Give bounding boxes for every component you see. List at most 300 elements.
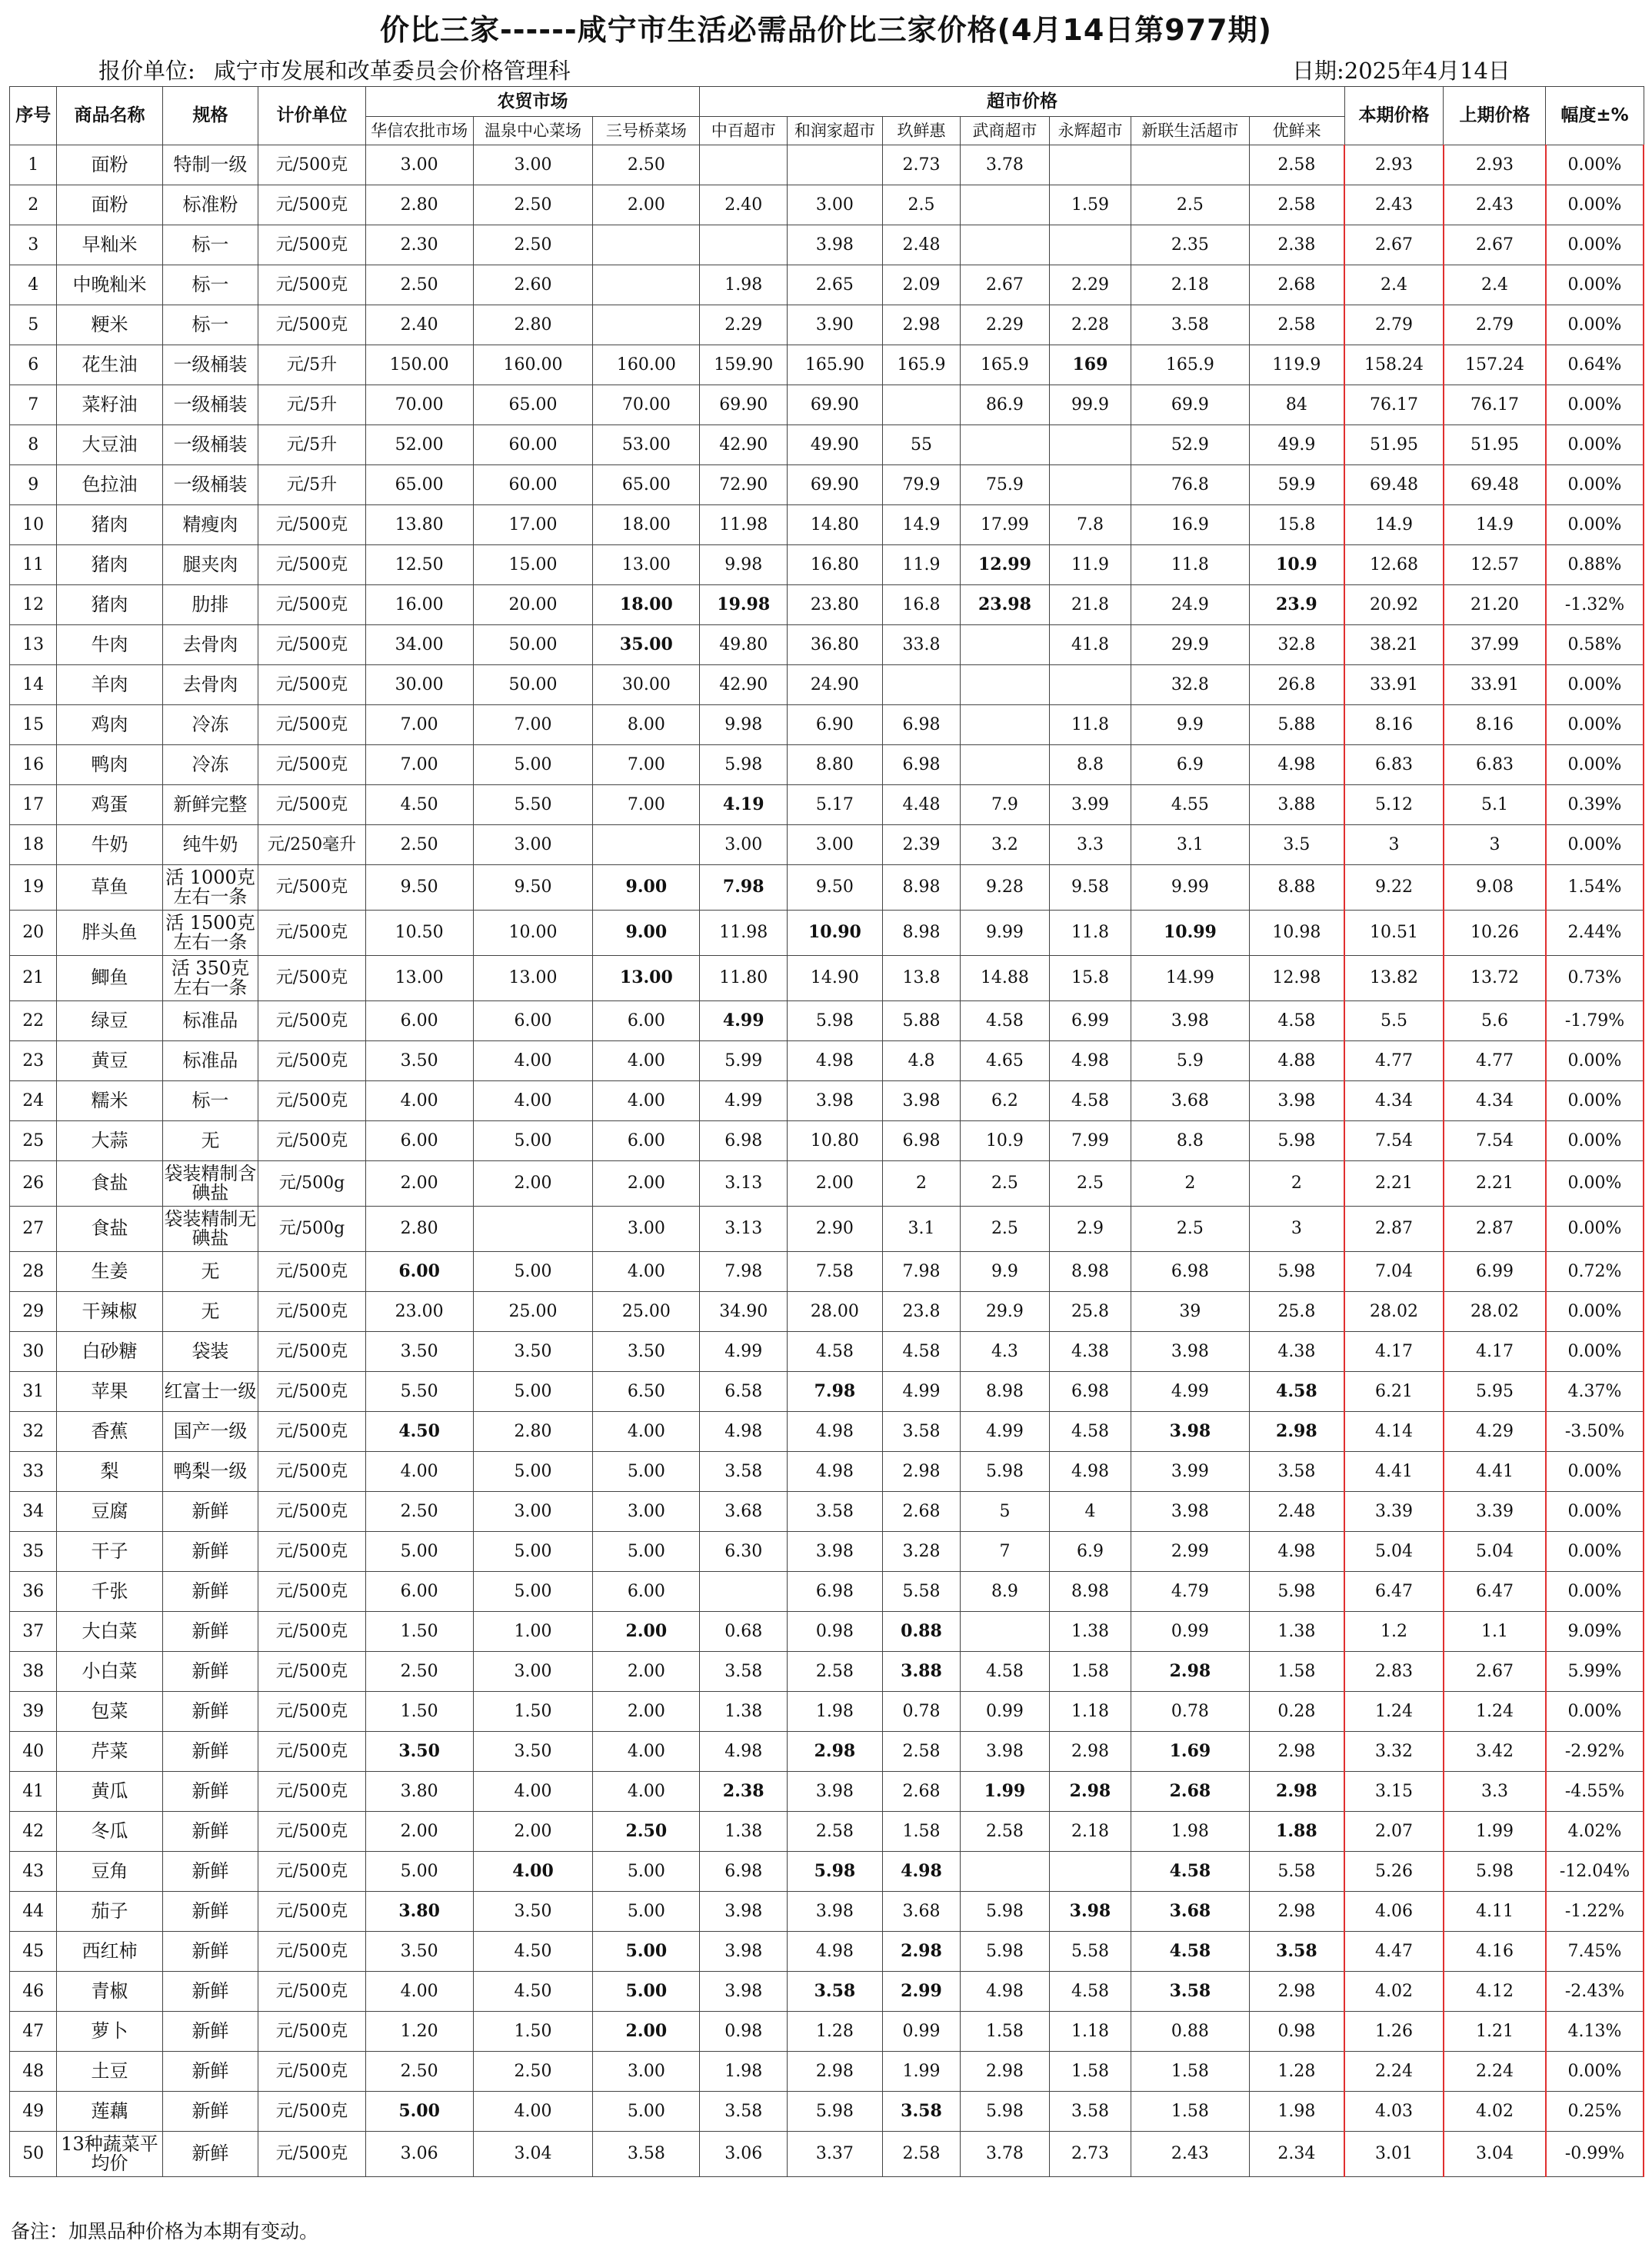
- current-price-cell: 7.04: [1344, 1252, 1444, 1292]
- store-price-cell: [593, 825, 700, 865]
- store-price-cell: [882, 665, 960, 705]
- store-price-cell: 2.34: [1249, 2132, 1344, 2177]
- store-price-cell: 7.98: [882, 1252, 960, 1292]
- store-price-cell: 5.58: [1249, 1852, 1344, 1892]
- store-price-cell: 6.2: [961, 1081, 1050, 1121]
- store-price-cell: 3.98: [788, 1772, 883, 1812]
- store-price-cell: 2.00: [365, 1161, 473, 1207]
- store-price-cell: 7.00: [593, 745, 700, 785]
- store-price-cell: 2.29: [1049, 265, 1131, 305]
- store-price-cell: 0.68: [700, 1612, 788, 1652]
- table-row: [10, 1207, 1644, 1252]
- price-unit-cell: 元/500克: [258, 1972, 365, 2012]
- change-percent-cell: 0.00%: [1546, 385, 1644, 425]
- price-unit-cell: 元/500克: [258, 745, 365, 785]
- store-price-cell: [700, 1572, 788, 1612]
- change-percent-cell: 4.02%: [1546, 1812, 1644, 1852]
- product-name-cell: 面粉: [57, 145, 162, 185]
- store-price-cell: 2.00: [593, 1612, 700, 1652]
- row-seq-cell: 37: [10, 1612, 57, 1652]
- store-price-cell: 10.90: [788, 911, 883, 956]
- price-unit-cell: 元/500克: [258, 1852, 365, 1892]
- price-unit-cell: 元/500克: [258, 1412, 365, 1452]
- store-price-cell: 53.00: [593, 425, 700, 465]
- store-price-cell: 159.90: [700, 345, 788, 385]
- store-price-cell: 4.50: [473, 1972, 593, 2012]
- store-price-cell: 169: [1049, 345, 1131, 385]
- change-percent-cell: 0.00%: [1546, 1572, 1644, 1612]
- store-price-cell: 4.98: [882, 1852, 960, 1892]
- change-percent-cell: -12.04%: [1546, 1852, 1644, 1892]
- store-price-cell: 2: [1131, 1161, 1250, 1207]
- store-price-cell: 3.50: [473, 1332, 593, 1372]
- row-seq-cell: 44: [10, 1892, 57, 1932]
- store-price-cell: 4.00: [473, 1852, 593, 1892]
- product-name-cell: 胖头鱼: [57, 911, 162, 956]
- product-name-cell: 黄豆: [57, 1041, 162, 1081]
- store-price-cell: 17.99: [961, 505, 1050, 545]
- store-price-cell: 6.50: [593, 1372, 700, 1412]
- current-price-cell: 33.91: [1344, 665, 1444, 705]
- store-price-cell: 15.8: [1249, 505, 1344, 545]
- previous-price-cell: 69.48: [1444, 465, 1546, 505]
- store-price-cell: 3.00: [365, 145, 473, 185]
- store-price-cell: 3.50: [365, 1932, 473, 1972]
- footnote: 备注：加黑品种价格为本期有变动。: [11, 2220, 319, 2242]
- table-row: [10, 956, 1644, 1001]
- store-price-cell: 33.8: [882, 625, 960, 665]
- store-price-cell: 16.00: [365, 585, 473, 625]
- store-price-cell: 42.90: [700, 665, 788, 705]
- store-price-cell: 23.8: [882, 1292, 960, 1332]
- store-price-cell: 2.58: [788, 1812, 883, 1852]
- store-price-cell: 2.00: [593, 2012, 700, 2052]
- store-price-cell: 4.58: [788, 1332, 883, 1372]
- table-row: [10, 1532, 1644, 1572]
- product-name-cell: 猪肉: [57, 505, 162, 545]
- current-price-cell: 3.32: [1344, 1732, 1444, 1772]
- store-price-cell: 39: [1131, 1292, 1250, 1332]
- row-seq-cell: 14: [10, 665, 57, 705]
- previous-price-cell: 1.24: [1444, 1692, 1546, 1732]
- store-price-cell: 23.00: [365, 1292, 473, 1332]
- store-price-cell: 4.98: [788, 1932, 883, 1972]
- current-price-cell: 7.54: [1344, 1121, 1444, 1161]
- row-seq-cell: 29: [10, 1292, 57, 1332]
- store-price-cell: 30.00: [593, 665, 700, 705]
- row-seq-cell: 5: [10, 305, 57, 345]
- change-percent-cell: 9.09%: [1546, 1612, 1644, 1652]
- store-price-cell: 49.9: [1249, 425, 1344, 465]
- store-price-cell: 7.00: [473, 705, 593, 745]
- header-store-10: 优鲜来: [1249, 117, 1344, 145]
- header-store-5: 和润家超市: [788, 117, 883, 145]
- price-unit-cell: 元/500克: [258, 1001, 365, 1041]
- store-price-cell: 34.90: [700, 1292, 788, 1332]
- store-price-cell: 2.58: [1249, 145, 1344, 185]
- current-price-cell: 2.43: [1344, 185, 1444, 225]
- product-spec-cell: 无: [162, 1292, 258, 1332]
- previous-price-cell: 8.16: [1444, 705, 1546, 745]
- table-row: [10, 1652, 1644, 1692]
- store-price-cell: [1049, 425, 1131, 465]
- row-seq-cell: 13: [10, 625, 57, 665]
- store-price-cell: 165.9: [1131, 345, 1250, 385]
- store-price-cell: 7.00: [593, 785, 700, 825]
- store-price-cell: 2.58: [788, 1652, 883, 1692]
- store-price-cell: 6.00: [365, 1121, 473, 1161]
- store-price-cell: 3.99: [1131, 1452, 1250, 1492]
- row-seq-cell: 40: [10, 1732, 57, 1772]
- change-percent-cell: 0.00%: [1546, 505, 1644, 545]
- product-name-cell: 鸡肉: [57, 705, 162, 745]
- row-seq-cell: 28: [10, 1252, 57, 1292]
- change-percent-cell: 0.00%: [1546, 1292, 1644, 1332]
- store-price-cell: 7: [961, 1532, 1050, 1572]
- store-price-cell: 2.00: [365, 1812, 473, 1852]
- product-spec-cell: 新鲜: [162, 2092, 258, 2132]
- store-price-cell: 11.98: [700, 505, 788, 545]
- store-price-cell: 7.98: [700, 865, 788, 911]
- store-price-cell: 3.28: [882, 1532, 960, 1572]
- store-price-cell: 4.00: [593, 1081, 700, 1121]
- product-name-cell: 13种蔬菜平均价: [57, 2132, 162, 2177]
- store-price-cell: 4.98: [961, 1972, 1050, 2012]
- store-price-cell: 160.00: [473, 345, 593, 385]
- product-spec-cell: 一级桶装: [162, 465, 258, 505]
- store-price-cell: 13.00: [473, 956, 593, 1001]
- store-price-cell: 99.9: [1049, 385, 1131, 425]
- product-spec-cell: 纯牛奶: [162, 825, 258, 865]
- store-price-cell: 8.98: [961, 1372, 1050, 1412]
- previous-price-cell: 1.1: [1444, 1612, 1546, 1652]
- store-price-cell: 2.00: [593, 1652, 700, 1692]
- price-unit-cell: 元/500克: [258, 1732, 365, 1772]
- store-price-cell: 69.9: [1131, 385, 1250, 425]
- store-price-cell: 3.98: [788, 1532, 883, 1572]
- store-price-cell: 3.1: [882, 1207, 960, 1252]
- product-spec-cell: 无: [162, 1252, 258, 1292]
- header-store-1: 华信农批市场: [365, 117, 473, 145]
- store-price-cell: 1.50: [473, 2012, 593, 2052]
- store-price-cell: 2.43: [1131, 2132, 1250, 2177]
- store-price-cell: 3.99: [1049, 785, 1131, 825]
- store-price-cell: 2.35: [1131, 225, 1250, 265]
- store-price-cell: 2.60: [473, 265, 593, 305]
- store-price-cell: 6.98: [882, 1121, 960, 1161]
- header-previous: 上期价格: [1444, 87, 1546, 145]
- store-price-cell: 6.00: [473, 1001, 593, 1041]
- row-seq-cell: 46: [10, 1972, 57, 2012]
- store-price-cell: 4.00: [365, 1972, 473, 2012]
- store-price-cell: 0.98: [700, 2012, 788, 2052]
- change-percent-cell: -1.22%: [1546, 1892, 1644, 1932]
- price-unit-cell: 元/500克: [258, 1532, 365, 1572]
- product-name-cell: 绿豆: [57, 1001, 162, 1041]
- current-price-cell: 69.48: [1344, 465, 1444, 505]
- change-percent-cell: 0.00%: [1546, 425, 1644, 465]
- header-store-8: 永辉超市: [1049, 117, 1131, 145]
- store-price-cell: 60.00: [473, 425, 593, 465]
- store-price-cell: 0.99: [1131, 1612, 1250, 1652]
- store-price-cell: 3.98: [1131, 1332, 1250, 1372]
- product-name-cell: 苹果: [57, 1372, 162, 1412]
- change-percent-cell: 0.00%: [1546, 1452, 1644, 1492]
- previous-price-cell: 33.91: [1444, 665, 1546, 705]
- store-price-cell: 5.00: [593, 1932, 700, 1972]
- store-price-cell: 2.58: [882, 1732, 960, 1772]
- store-price-cell: 5: [961, 1492, 1050, 1532]
- price-unit-cell: 元/500克: [258, 265, 365, 305]
- previous-price-cell: 3.39: [1444, 1492, 1546, 1532]
- price-unit-cell: 元/500克: [258, 1121, 365, 1161]
- current-price-cell: 4.02: [1344, 1972, 1444, 2012]
- store-price-cell: 4.58: [1049, 1081, 1131, 1121]
- current-price-cell: 12.68: [1344, 545, 1444, 585]
- store-price-cell: 28.00: [788, 1292, 883, 1332]
- store-price-cell: 7.99: [1049, 1121, 1131, 1161]
- store-price-cell: 4.19: [700, 785, 788, 825]
- store-price-cell: 24.9: [1131, 585, 1250, 625]
- store-price-cell: 9.58: [1049, 865, 1131, 911]
- store-price-cell: 7.98: [700, 1252, 788, 1292]
- price-comparison-table: [9, 86, 1644, 2177]
- store-price-cell: 5.00: [473, 1372, 593, 1412]
- store-price-cell: 2.98: [1049, 1772, 1131, 1812]
- store-price-cell: [700, 145, 788, 185]
- store-price-cell: 8.98: [882, 911, 960, 956]
- product-spec-cell: 国产一级: [162, 1412, 258, 1452]
- store-price-cell: 23.9: [1249, 585, 1344, 625]
- quote-unit-line: [98, 54, 571, 85]
- current-price-cell: 2.87: [1344, 1207, 1444, 1252]
- row-seq-cell: 45: [10, 1932, 57, 1972]
- change-percent-cell: 0.39%: [1546, 785, 1644, 825]
- current-price-cell: 2.4: [1344, 265, 1444, 305]
- store-price-cell: 21.8: [1049, 585, 1131, 625]
- store-price-cell: [882, 385, 960, 425]
- change-percent-cell: 2.44%: [1546, 911, 1644, 956]
- row-seq-cell: 30: [10, 1332, 57, 1372]
- product-name-cell: 食盐: [57, 1207, 162, 1252]
- table-row: [10, 1041, 1644, 1081]
- table-row: [10, 911, 1644, 956]
- store-price-cell: 3.00: [593, 1207, 700, 1252]
- store-price-cell: 3.68: [1131, 1081, 1250, 1121]
- table-row: [10, 1161, 1644, 1207]
- store-price-cell: 14.80: [788, 505, 883, 545]
- store-price-cell: 3.00: [473, 1652, 593, 1692]
- previous-price-cell: 1.99: [1444, 1812, 1546, 1852]
- store-price-cell: 2.67: [961, 265, 1050, 305]
- store-price-cell: 6.9: [1131, 745, 1250, 785]
- previous-price-cell: 13.72: [1444, 956, 1546, 1001]
- store-price-cell: 8.8: [1049, 745, 1131, 785]
- current-price-cell: 8.16: [1344, 705, 1444, 745]
- store-price-cell: 65.00: [593, 465, 700, 505]
- row-seq-cell: 6: [10, 345, 57, 385]
- row-seq-cell: 20: [10, 911, 57, 956]
- store-price-cell: [1131, 145, 1250, 185]
- store-price-cell: 25.00: [473, 1292, 593, 1332]
- previous-price-cell: 3.3: [1444, 1772, 1546, 1812]
- store-price-cell: 3.06: [700, 2132, 788, 2177]
- product-spec-cell: 标一: [162, 305, 258, 345]
- previous-price-cell: 3.04: [1444, 2132, 1546, 2177]
- store-price-cell: 2.68: [882, 1772, 960, 1812]
- table-row: [10, 185, 1644, 225]
- store-price-cell: 4.58: [1049, 1412, 1131, 1452]
- store-price-cell: 3.58: [788, 1972, 883, 2012]
- table-row: [10, 865, 1644, 911]
- store-price-cell: 4.98: [700, 1732, 788, 1772]
- product-spec-cell: 标一: [162, 1081, 258, 1121]
- previous-price-cell: 4.34: [1444, 1081, 1546, 1121]
- previous-price-cell: 4.11: [1444, 1892, 1546, 1932]
- store-price-cell: 32.8: [1249, 625, 1344, 665]
- store-price-cell: 5.00: [593, 1892, 700, 1932]
- row-seq-cell: 2: [10, 185, 57, 225]
- store-price-cell: 69.90: [788, 465, 883, 505]
- row-seq-cell: 16: [10, 745, 57, 785]
- store-price-cell: 4.55: [1131, 785, 1250, 825]
- store-price-cell: 2.98: [788, 1732, 883, 1772]
- store-price-cell: 30.00: [365, 665, 473, 705]
- store-price-cell: 2.50: [365, 1492, 473, 1532]
- store-price-cell: 3.00: [593, 1492, 700, 1532]
- store-price-cell: 0.88: [882, 1612, 960, 1652]
- store-price-cell: 2.73: [882, 145, 960, 185]
- store-price-cell: 4.58: [1131, 1852, 1250, 1892]
- store-price-cell: 2.98: [961, 2052, 1050, 2092]
- store-price-cell: 2.90: [788, 1207, 883, 1252]
- current-price-cell: 5.12: [1344, 785, 1444, 825]
- store-price-cell: 4.00: [593, 1041, 700, 1081]
- store-price-cell: 79.9: [882, 465, 960, 505]
- previous-price-cell: 7.54: [1444, 1121, 1546, 1161]
- change-percent-cell: 0.00%: [1546, 1492, 1644, 1532]
- store-price-cell: 0.28: [1249, 1692, 1344, 1732]
- previous-price-cell: 4.41: [1444, 1452, 1546, 1492]
- store-price-cell: 6.98: [1049, 1372, 1131, 1412]
- store-price-cell: 5.00: [593, 1972, 700, 2012]
- store-price-cell: 24.90: [788, 665, 883, 705]
- row-seq-cell: 42: [10, 1812, 57, 1852]
- store-price-cell: 3.78: [961, 145, 1050, 185]
- price-unit-cell: 元/500克: [258, 1652, 365, 1692]
- table-row: [10, 1812, 1644, 1852]
- price-unit-cell: 元/500克: [258, 2012, 365, 2052]
- store-price-cell: 8.8: [1131, 1121, 1250, 1161]
- row-seq-cell: 12: [10, 585, 57, 625]
- store-price-cell: 2.5: [1049, 1161, 1131, 1207]
- change-percent-cell: 0.00%: [1546, 225, 1644, 265]
- store-price-cell: 6.98: [788, 1572, 883, 1612]
- store-price-cell: 2.5: [1131, 185, 1250, 225]
- store-price-cell: 2.30: [365, 225, 473, 265]
- current-price-cell: 14.9: [1344, 505, 1444, 545]
- store-price-cell: 3.98: [1049, 1892, 1131, 1932]
- store-price-cell: 8.00: [593, 705, 700, 745]
- store-price-cell: 6.58: [700, 1372, 788, 1412]
- store-price-cell: 1.18: [1049, 1692, 1131, 1732]
- change-percent-cell: 0.00%: [1546, 825, 1644, 865]
- store-price-cell: 11.8: [1049, 705, 1131, 745]
- store-price-cell: 2.58: [882, 2132, 960, 2177]
- store-price-cell: 2.40: [700, 185, 788, 225]
- price-unit-cell: 元/500克: [258, 1252, 365, 1292]
- store-price-cell: 25.00: [593, 1292, 700, 1332]
- store-price-cell: 3.98: [788, 1892, 883, 1932]
- store-price-cell: 5.00: [593, 1452, 700, 1492]
- product-spec-cell: 特制一级: [162, 145, 258, 185]
- change-percent-cell: 0.88%: [1546, 545, 1644, 585]
- store-price-cell: 11.98: [700, 911, 788, 956]
- store-price-cell: 2.00: [593, 185, 700, 225]
- change-percent-cell: 4.37%: [1546, 1372, 1644, 1412]
- previous-price-cell: 5.98: [1444, 1852, 1546, 1892]
- row-seq-cell: 31: [10, 1372, 57, 1412]
- store-price-cell: 72.90: [700, 465, 788, 505]
- store-price-cell: 2.48: [882, 225, 960, 265]
- change-percent-cell: 0.00%: [1546, 705, 1644, 745]
- header-seq: 序号: [10, 87, 57, 145]
- product-spec-cell: 活 1000克左右一条: [162, 865, 258, 911]
- table-row: [10, 2092, 1644, 2132]
- store-price-cell: 1.59: [1049, 185, 1131, 225]
- price-unit-cell: 元/500克: [258, 545, 365, 585]
- table-row: [10, 1292, 1644, 1332]
- row-seq-cell: 50: [10, 2132, 57, 2177]
- store-price-cell: 11.8: [1131, 545, 1250, 585]
- previous-price-cell: 3: [1444, 825, 1546, 865]
- product-name-cell: 豆腐: [57, 1492, 162, 1532]
- change-percent-cell: 0.00%: [1546, 305, 1644, 345]
- change-percent-cell: 0.00%: [1546, 145, 1644, 185]
- store-price-cell: 10.98: [1249, 911, 1344, 956]
- store-price-cell: 11.9: [882, 545, 960, 585]
- store-price-cell: 1.18: [1049, 2012, 1131, 2052]
- store-price-cell: 4.00: [365, 1452, 473, 1492]
- store-price-cell: 3.3: [1049, 825, 1131, 865]
- table-row: [10, 1932, 1644, 1972]
- price-unit-cell: 元/500g: [258, 1161, 365, 1207]
- store-price-cell: 4.58: [1131, 1932, 1250, 1972]
- store-price-cell: 6.00: [593, 1572, 700, 1612]
- store-price-cell: [700, 225, 788, 265]
- row-seq-cell: 32: [10, 1412, 57, 1452]
- price-unit-cell: 元/500克: [258, 145, 365, 185]
- store-price-cell: 65.00: [365, 465, 473, 505]
- store-price-cell: 7.98: [788, 1372, 883, 1412]
- store-price-cell: 1.00: [473, 1612, 593, 1652]
- store-price-cell: 2.9: [1049, 1207, 1131, 1252]
- previous-price-cell: 2.4: [1444, 265, 1546, 305]
- store-price-cell: 5.98: [1249, 1572, 1344, 1612]
- store-price-cell: 34.00: [365, 625, 473, 665]
- store-price-cell: 4.00: [473, 1772, 593, 1812]
- row-seq-cell: 49: [10, 2092, 57, 2132]
- store-price-cell: 10.50: [365, 911, 473, 956]
- change-percent-cell: 0.72%: [1546, 1252, 1644, 1292]
- table-body: [10, 145, 1644, 2177]
- row-seq-cell: 1: [10, 145, 57, 185]
- store-price-cell: 5.98: [788, 2092, 883, 2132]
- price-unit-cell: 元/500克: [258, 505, 365, 545]
- store-price-cell: 4.00: [593, 1252, 700, 1292]
- store-price-cell: 5.00: [593, 1532, 700, 1572]
- price-unit-cell: 元/500克: [258, 665, 365, 705]
